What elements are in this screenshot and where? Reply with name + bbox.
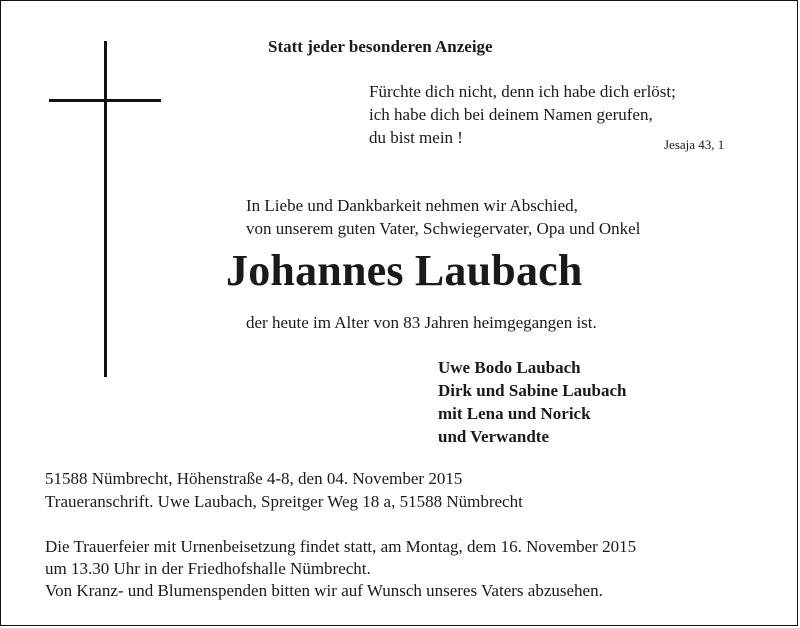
- intro-line: In Liebe und Dankbarkeit nehmen wir Abschied,: [246, 196, 578, 215]
- mourning-address-line: Traueranschrift. Uwe Laubach, Spreitger Weg 18 a, 51588 Nümbrecht: [45, 492, 523, 511]
- verse-line: du bist mein !: [369, 128, 463, 147]
- place-date-line: 51588 Nümbrecht, Höhenstraße 4-8, den 04. November 2015: [45, 469, 463, 488]
- deceased-name: Johannes Laubach: [226, 246, 583, 295]
- cross-vertical-bar: [104, 41, 107, 377]
- verse-line: ich habe dich bei deinem Namen gerufen,: [369, 105, 653, 124]
- mourner-name: und Verwandte: [438, 427, 550, 446]
- mourner-name: Dirk und Sabine Laubach: [438, 381, 627, 400]
- notice-heading: Statt jeder besonderen Anzeige: [268, 37, 493, 56]
- verse-reference: Jesaja 43, 1: [664, 137, 725, 152]
- cross-horizontal-bar: [49, 99, 161, 102]
- ceremony-line: um 13.30 Uhr in der Friedhofshalle Nümbrecht.: [45, 559, 371, 578]
- farewell-intro: [246, 194, 640, 240]
- bible-verse: [369, 80, 676, 149]
- mourner-name: mit Lena und Norick: [438, 404, 591, 423]
- intro-line: von unserem guten Vater, Schwiegervater, Opa und Onkel: [246, 219, 641, 238]
- deceased-age-text: der heute im Alter von 83 Jahren heimgegangen ist.: [246, 313, 597, 332]
- verse-line: Fürchte dich nicht, denn ich habe dich erlöst;: [369, 82, 676, 101]
- ceremony-line: Die Trauerfeier mit Urnenbeisetzung findet statt, am Montag, dem 16. November 2015: [45, 537, 637, 556]
- ceremony-info: [45, 536, 636, 602]
- mourners-list: [438, 356, 627, 448]
- address-block: [45, 467, 523, 513]
- ceremony-line: Von Kranz- und Blumenspenden bitten wir auf Wunsch unseres Vaters abzusehen.: [45, 581, 603, 600]
- mourner-name: Uwe Bodo Laubach: [438, 358, 581, 377]
